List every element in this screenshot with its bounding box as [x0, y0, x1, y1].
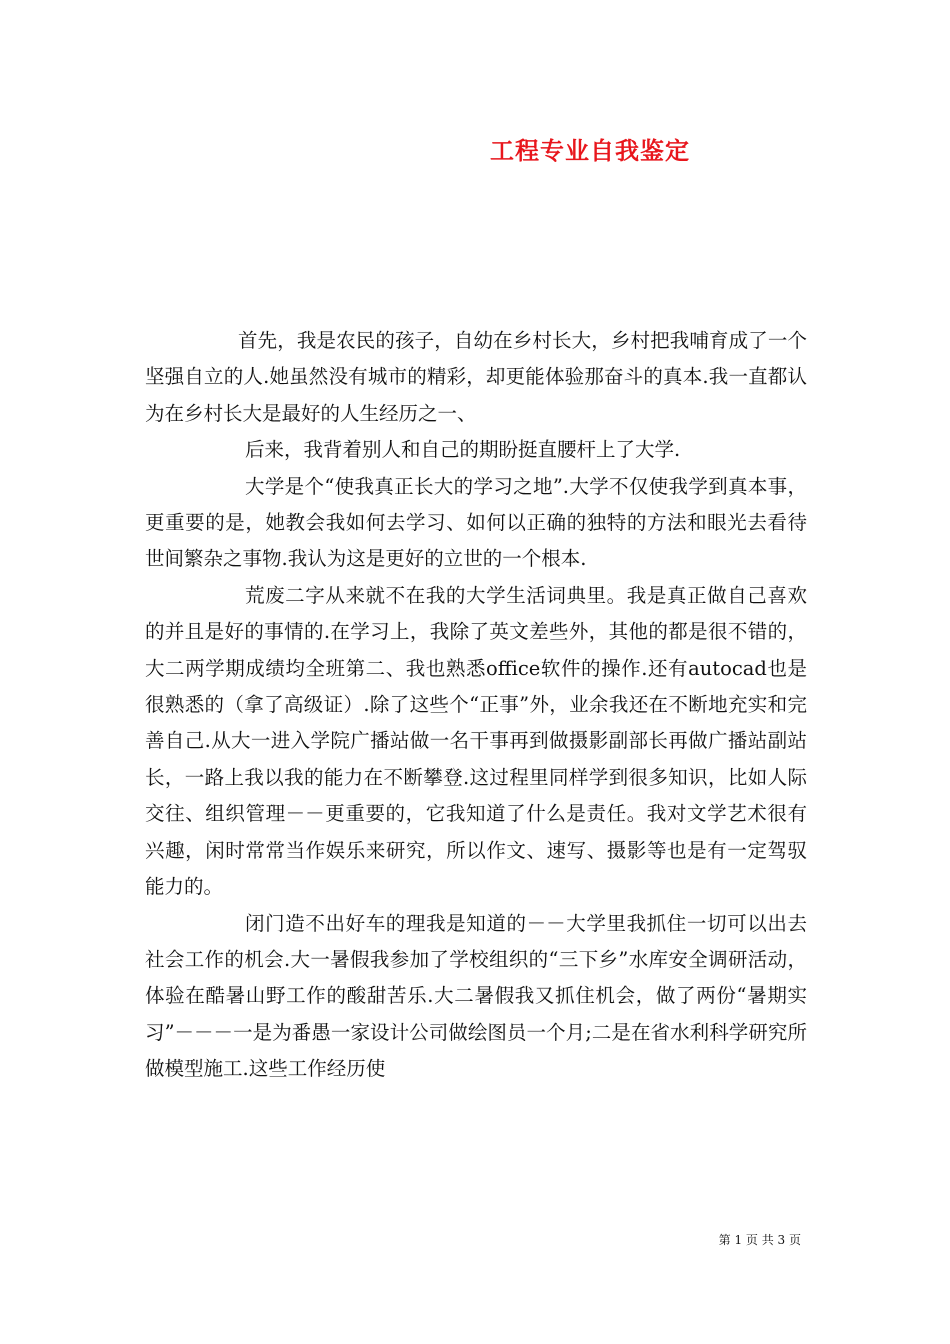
- paragraph-5: 闭门造不出好车的理我是知道的－－大学里我抓住一切可以出去社会工作的机会.大一暑假我参加了学校组织的“三下乡”水库安全调研活动，体验在酷暑山野工作的酸甜苦乐.大二暑假我又抓住机会，做了两份“暑期实习”－－－一是为番愚一家设计公司做绘图员一个月;二是在省水利科学研究所做模型施工.这些工作经历使: [145, 911, 807, 1081]
- document-title: 工程专业自我鉴定: [490, 136, 690, 165]
- document-body: [145, 323, 807, 1088]
- paragraph-4: 荒废二字从来就不在我的大学生活词典里。我是真正做自己喜欢的并且是好的事情的.在学习上，我除了英文差些外，其他的都是很不错的，大二两学期成绩均全班第二、我也熟悉office软件的操作.还有autocad也是很熟悉的（拿了高级证）.除了这些个“正事”外，业余我还在不断地充实和完善自己.从大一进入学院广播站做一名干事再到做摄影副部长再做广播站副站长，一路上我以我的能力在不断攀登.这过程里同样学到很多知识，比如人际交往、组织管理－－更重要的，它我知道了什么是责任。我对文学艺术很有兴趣，闲时常常当作娱乐来研究，所以作文、速写、摄影等也是有一定驾驭能力的。: [145, 583, 807, 899]
- paragraph-2: 后来，我背着别人和自己的期盼挺直腰杆上了大学.: [245, 438, 681, 462]
- page-number-footer: 第 1 页 共 3 页: [718, 1233, 801, 1247]
- paragraph-3: 大学是个“使我真正长大的学习之地”.大学不仅使我学到真本事，更重要的是，她教会我如何去学习、如何以正确的独特的方法和眼光去看待世间繁杂之事物.我认为这是更好的立世的一个根本.: [145, 474, 807, 571]
- paragraph-1: 首先，我是农民的孩子，自幼在乡村长大，乡村把我哺育成了一个坚强自立的人.她虽然没有城市的精彩，却更能体验那奋斗的真本.我一直都认为在乡村长大是最好的人生经历之一、: [145, 329, 807, 425]
